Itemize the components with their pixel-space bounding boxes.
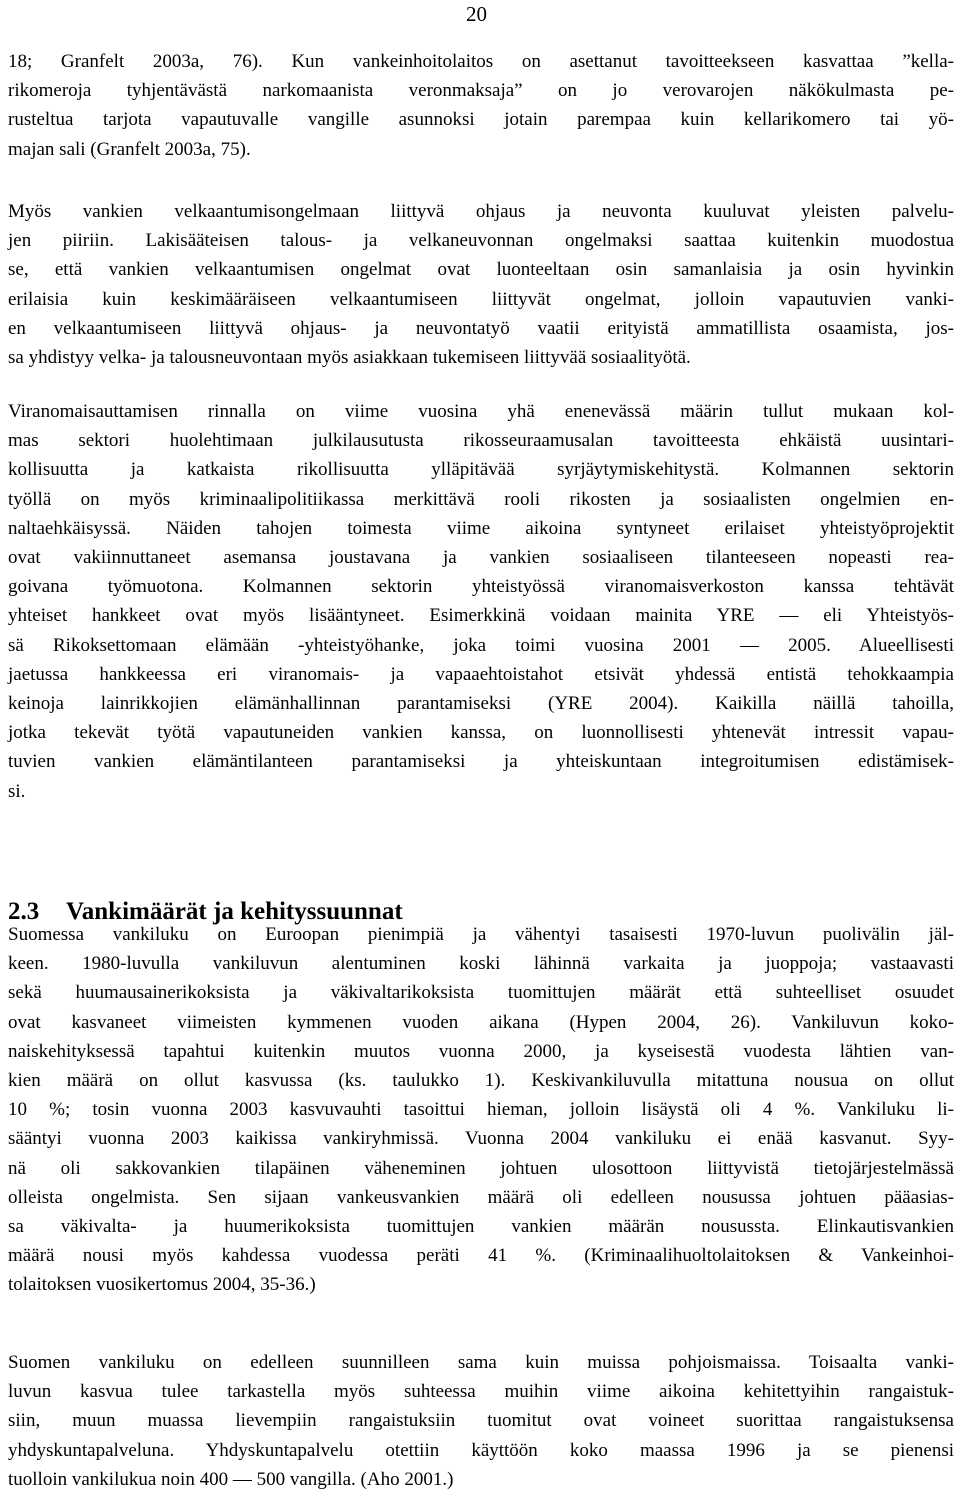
- text-line: jaetussa hankkeessa eri viranomais- ja vapaaehtoistahot etsivät yhdessä entistä tehokkaampia: [8, 663, 954, 685]
- text-line: kollisuutta ja katkaista rikollisuutta ylläpitävää syrjäytymiskehitystä. Kolmannen sektorin: [8, 459, 954, 481]
- text-line: sekä huumausainerikoksista ja väkivaltarikoksista tuomittujen määrät että suhteelliset osuudet: [8, 982, 954, 1004]
- text-line: sa väkivalta- ja huumerikoksista tuomittujen vankien määrän nousussta. Elinkautisvankien: [8, 1216, 954, 1238]
- text-line: tuolloin vankilukua noin 400 — 500 vangilla. (Aho 2001.): [8, 1468, 454, 1490]
- text-line: rikomeroja tyhjentävästä narkomaanista veronmaksaja” on jo verovarojen näkökulmasta pe-: [8, 80, 954, 102]
- paragraph-3: [8, 397, 954, 806]
- text-line: yhdyskuntapalveluna. Yhdyskuntapalvelu otettiin käyttöön koko maassa 1996 ja se pienensi: [8, 1439, 954, 1461]
- text-line: määrä nousi myös kahdessa vuodessa peräti 41 %. (Kriminaalihuoltolaitoksen & Vankeinhoi-: [8, 1245, 954, 1267]
- text-line: naiskehityksessä tapahtui kuitenkin muutos vuonna 2000, ja kyseisestä vuodesta lähtien van-: [8, 1040, 954, 1062]
- text-line: Viranomaisauttamisen rinnalla on viime vuosina yhä enenevässä määrin tullut mukaan kol-: [8, 401, 954, 422]
- text-line: yhteiset hankkeet ovat myös lisääntyneet. Esimerkkinä voidaan mainita YRE — eli Yhteistyös-: [8, 605, 954, 627]
- text-line: Myös vankien velkaantumisongelmaan liittyvä ohjaus ja neuvonta kuuluvat yleisten palvelu-: [8, 201, 954, 222]
- paragraph-1: [8, 47, 954, 164]
- text-line: en velkaantumiseen liittyvä ohjaus- ja neuvontatyö vaatii erityistä ammatillista osaamista, jos-: [8, 317, 954, 339]
- page-number: 20: [466, 2, 487, 26]
- text-line: tuvien vankien elämäntilanteen parantamiseksi ja yhteiskuntaan integroitumisen edistämisek-: [8, 751, 954, 773]
- paragraph-2: [8, 197, 954, 372]
- text-line: luvun kasvua tulee tarkastella myös suhteessa muihin viime aikoina kehitettyihin rangaistuk-: [8, 1381, 954, 1403]
- text-line: sa yhdistyy velka- ja talousneuvontaan myös asiakkaan tukemiseen liittyvää sosiaalityötä.: [8, 347, 691, 369]
- text-line: keinoja lainrikkojien elämänhallinnan parantamiseksi (YRE 2004). Kaikilla näillä tahoilla,: [8, 693, 954, 715]
- section-paragraph-2: [8, 1348, 954, 1494]
- text-line: tolaitoksen vuosikertomus 2004, 35-36.): [8, 1274, 316, 1296]
- text-line: työllä on myös kriminaalipolitiikassa merkittävä rooli rikosten ja sosiaalisten ongelmien en-: [8, 488, 954, 510]
- text-line: si.: [8, 780, 26, 802]
- text-line: erilaisia kuin keskimääräiseen velkaantumiseen liittyvät ongelmat, jolloin vapautuvien vanki-: [8, 288, 954, 310]
- text-line: Suomessa vankiluku on Euroopan pienimpiä ja vähentyi tasaisesti 1970-luvun puolivälin jäl-: [8, 924, 954, 945]
- text-line: 18; Granfelt 2003a, 76). Kun vankeinhoitolaitos on asettanut tavoitteekseen kasvattaa ”kella-: [8, 51, 954, 72]
- text-line: se, että vankien velkaantumisen ongelmat ovat luonteeltaan osin samanlaisia ja osin hyvinkin: [8, 259, 954, 281]
- text-line: sääntyi vuonna 2003 kaikissa vankiryhmissä. Vuonna 2004 vankiluku ei enää kasvanut. Syy-: [8, 1128, 954, 1150]
- text-line: majan sali (Granfelt 2003a, 75).: [8, 138, 251, 160]
- text-line: siin, muun muassa lievempiin rangaistuksiin tuomitut ovat voineet suorittaa rangaistuksensa: [8, 1410, 954, 1432]
- text-line: naltaehkäisyssä. Näiden tahojen toimesta viime aikoina syntyneet erilaiset yhteistyöprojektit: [8, 517, 954, 539]
- text-line: sä Rikoksettomaan elämään -yhteistyöhanke, joka toimi vuosina 2001 — 2005. Alueellisesti: [8, 634, 954, 656]
- text-line: kien määrä on ollut kasvussa (ks. taulukko 1). Keskivankiluvulla mitattuna nousua on ollut: [8, 1070, 954, 1092]
- text-line: ovat vakiinnuttaneet asemansa joustavana ja vankien sosiaaliseen tilanteeseen nopeasti rea-: [8, 547, 954, 569]
- text-line: mas sektori huolehtimaan julkilausutusta rikosseuraamusalan tavoitteesta ehkäistä uusintari-: [8, 430, 954, 452]
- text-line: 10 %; tosin vuonna 2003 kasvuvauhti tasoittui hieman, jolloin lisäystä oli 4 %. Vankiluku li-: [8, 1099, 954, 1121]
- text-line: keen. 1980-luvulla vankiluvun alentuminen koski lähinnä varkaita ja juoppoja; vastaavasti: [8, 953, 954, 975]
- text-line: goivana työmuotona. Kolmannen sektorin yhteistyössä viranomaisverkoston kanssa tehtävät: [8, 576, 954, 598]
- text-line: rusteltua tarjota vapautuvalle vangille asunnoksi jotain parempaa kuin kellarikomero tai yö-: [8, 109, 954, 131]
- section-title: Vankimäärät ja kehityssuunnat: [66, 898, 403, 925]
- text-line: jen piiriin. Lakisääteisen talous- ja velkaneuvonnan ongelmaksi saattaa kuitenkin muodostua: [8, 230, 954, 252]
- section-paragraph-1: [8, 920, 954, 1300]
- text-line: olleista ongelmista. Sen sijaan vankeusvankien määrä oli edelleen nousussa johtuen pääasias-: [8, 1186, 954, 1208]
- text-line: nä oli sakkovankien tilapäinen väheneminen johtuen ulosottoon liittyvistä tietojärjestelmässä: [8, 1157, 954, 1179]
- text-line: ovat kasvaneet viimeisten kymmenen vuoden aikana (Hypen 2004, 26). Vankiluvun koko-: [8, 1011, 954, 1033]
- text-line: Suomen vankiluku on edelleen suunnilleen sama kuin muissa pohjoismaissa. Toisaalta vanki-: [8, 1352, 954, 1373]
- section-number: 2.3: [8, 898, 40, 925]
- text-line: jotka tekevät työtä vapautuneiden vankien kanssa, on luonnollisesti yhtenevät intressit vapau-: [8, 722, 954, 744]
